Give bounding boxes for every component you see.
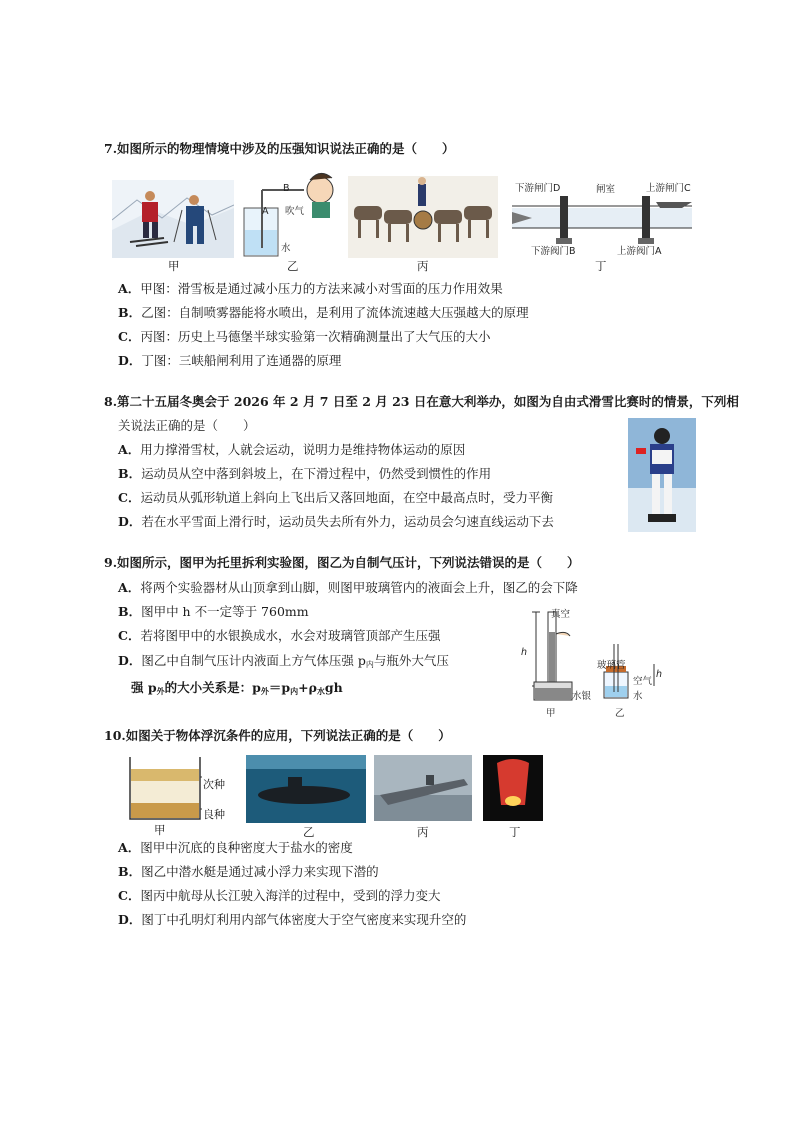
q10-figure-carrier bbox=[374, 755, 472, 821]
q9-label-mercury: 水银 bbox=[572, 691, 592, 702]
q7-caption-bing: 丙 bbox=[417, 259, 429, 273]
q9-label-glass-tube: 玻璃管 bbox=[597, 660, 626, 671]
q9-option-d: D．图乙中自制气压计内液面上方气体压强 $p_内$与瓶外大气压 bbox=[118, 653, 449, 669]
q10-figure-seeds bbox=[128, 755, 202, 821]
q7-label-blow: 吹气 bbox=[285, 206, 305, 217]
q8-figure-skier bbox=[628, 418, 696, 532]
q10-caption-bing: 丙 bbox=[417, 825, 429, 839]
q7-figure-skiers bbox=[112, 180, 234, 258]
q10-caption-ding: 丁 bbox=[509, 825, 521, 839]
q7-caption-ding: 丁 bbox=[595, 259, 607, 273]
q10-figure-lantern bbox=[483, 755, 543, 821]
q9-label-air: 空气 bbox=[633, 676, 653, 687]
q8-option-a: A．用力撑滑雪杖，人就会运动，说明力是维持物体运动的原因 bbox=[118, 442, 466, 457]
q10-caption-jia: 甲 bbox=[154, 823, 166, 837]
q8-stem-line2: 关说法正确的是（ ） bbox=[118, 418, 256, 433]
q7-label-valve-b: 下游阀门B bbox=[531, 246, 576, 257]
q7-option-d: D．丁图：三峡船闸利用了连通器的原理 bbox=[118, 353, 342, 368]
q10-option-d: D．图丁中孔明灯利用内部气体密度大于空气密度来实现升空的 bbox=[118, 912, 467, 927]
q8-option-b: B．运动员从空中落到斜坡上，在下滑过程中，仍然受到惯性的作用 bbox=[118, 466, 492, 481]
q10-option-c: C．图丙中航母从长江驶入海洋的过程中，受到的浮力变大 bbox=[118, 888, 441, 903]
q7-stem: 7.如图所示的物理情境中涉及的压强知识说法正确的是（ ） bbox=[104, 141, 455, 156]
q10-caption-yi: 乙 bbox=[303, 825, 315, 839]
q9-label-h2: h bbox=[656, 669, 663, 680]
q10-figure-submarine bbox=[246, 755, 366, 823]
q9-option-c: C．若将图甲中的水银换成水，水会对玻璃管顶部产生压强 bbox=[118, 628, 441, 643]
q9-caption-jia: 甲 bbox=[546, 708, 556, 719]
q9-label-water: 水 bbox=[633, 691, 643, 702]
q8-option-d: D．若在水平雪面上滑行时，运动员失去所有外力，运动员会匀速直线运动下去 bbox=[118, 514, 554, 529]
q7-label-valve-a: 上游阀门A bbox=[617, 246, 662, 257]
q8-stem-line1: 8.第二十五届冬奥会于 2026 年 2 月 7 日至 2 月 23 日在意大利举办，如图为自由式滑雪比赛时的情景，下列相 bbox=[104, 394, 739, 409]
q7-label-water: 水 bbox=[281, 243, 291, 254]
q9-option-d-line2: 强 $p_外$的大小关系是：$p_外=p_内+\rho_水gh$ bbox=[131, 680, 343, 696]
q7-option-b: B．乙图：自制喷雾器能将水喷出，是利用了流体流速越大压强越大的原理 bbox=[118, 305, 529, 320]
q7-label-chamber: 闸室 bbox=[596, 184, 616, 195]
q9-option-b: B．图甲中 h 不一定等于 760mm bbox=[118, 604, 309, 619]
q7-label-a: A bbox=[262, 206, 269, 217]
q8-option-c: C．运动员从弧形轨道上斜向上飞出后又落回地面，在空中最高点时，受力平衡 bbox=[118, 490, 553, 505]
q7-caption-jia: 甲 bbox=[168, 259, 180, 273]
q10-option-a: A．图甲中沉底的良种密度大于盐水的密度 bbox=[118, 840, 353, 855]
q7-figure-horses bbox=[348, 176, 498, 258]
q10-label-good-seed: 良种 bbox=[203, 808, 225, 821]
q9-caption-yi: 乙 bbox=[615, 708, 625, 719]
q9-option-a: A．将两个实验器材从山顶拿到山脚，则图甲玻璃管内的液面会上升，图乙的会下降 bbox=[118, 580, 578, 595]
q9-label-vacuum: 真空 bbox=[551, 609, 571, 620]
q7-label-b: B bbox=[283, 183, 290, 194]
q9-label-h: h bbox=[521, 647, 528, 658]
q7-label-gate-d: 下游闸门D bbox=[515, 183, 561, 194]
q9-stem: 9.如图所示，图甲为托里拆利实验图，图乙为自制气压计，下列说法错误的是（ ） bbox=[104, 555, 580, 570]
q10-option-b: B．图乙中潜水艇是通过减小浮力来实现下潜的 bbox=[118, 864, 379, 879]
q10-stem: 10.如图关于物体浮沉条件的应用，下列说法正确的是（ ） bbox=[104, 728, 451, 743]
q7-option-a: A．甲图：滑雪板是通过减小压力的方法来减小对雪面的压力作用效果 bbox=[118, 281, 503, 296]
q7-option-c: C．丙图：历史上马德堡半球实验第一次精确测量出了大气压的大小 bbox=[118, 329, 491, 344]
q7-caption-yi: 乙 bbox=[287, 259, 299, 273]
q10-label-inferior-seed: 次种 bbox=[203, 778, 225, 791]
q7-label-gate-c: 上游闸门C bbox=[646, 183, 691, 194]
